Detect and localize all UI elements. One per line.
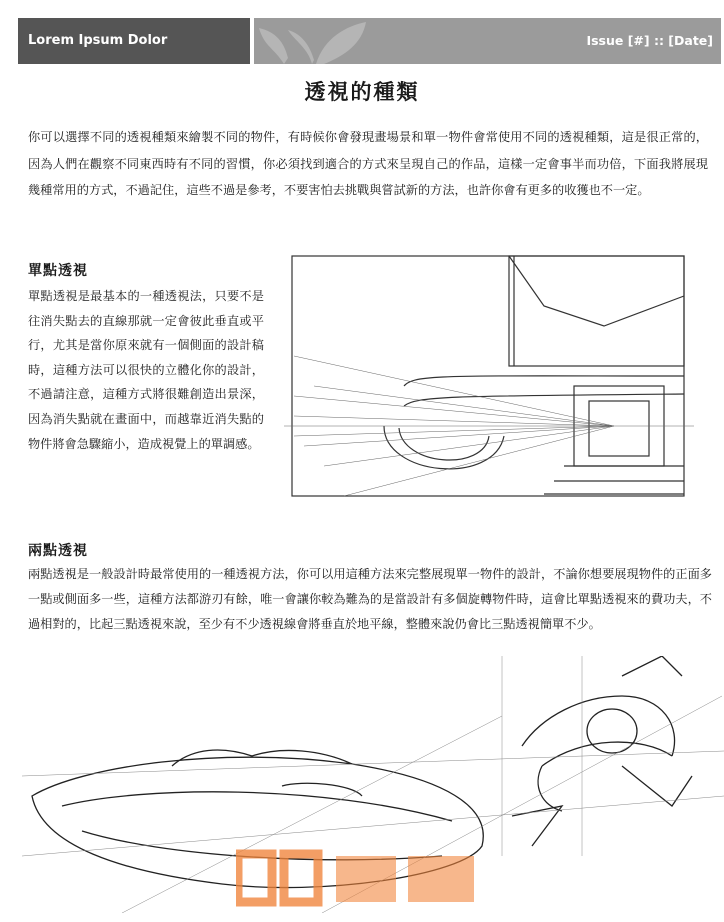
section-heading-one-point: 單點透視 — [28, 263, 88, 279]
watermark-logo — [236, 848, 486, 908]
section-body-two-point: 兩點透視是一般設計時最常使用的一種透視方法，你可以用這種方法來完整展現單一物件的設計，不論你想要展現物件的正面多一點或側面多一些，這種方法都游刃有餘，唯一會讓你較為難為的是當設計有多個旋轉物件時，這會比單點透視來的費功夫，不過相對的，比起三點透視來說，至少有不少透視線會將垂直於地平線，整體來說仍會比三點透視簡單不少。 — [28, 567, 712, 631]
one-point-perspective-sketch — [284, 236, 694, 504]
page-header — [18, 18, 721, 64]
issue-date-label: Issue [#] :: [Date] — [586, 33, 713, 48]
issue-bar — [254, 18, 721, 64]
page-title: 透視的種類 — [304, 79, 420, 104]
intro-paragraph: 你可以選擇不同的透視種類來繪製不同的物件，有時候你會發現畫場景和單一物件會常使用不同的透視種類，這是很正常的，因為人們在觀察不同東西時有不同的習慣，你必須找到適合的方式來呈現自己的作品，這樣一定會事半而功倍，下面我將展現幾種常用的方式，不過記住，這些不過是參考，不要害怕去挑戰與嘗試新的方法，也許你會有更多的收獲也不一定。 — [28, 130, 708, 198]
section-body-one-point: 單點透視是最基本的一種透視法，只要不是往消失點去的直線那就一定會彼此垂直或平行，尤其是當你原來就有一個側面的設計稿時，這種方法可以很快的立體化你的設計，不過請注意，這種方式將很難創造出景深，因為消失點就在畫面中，而越靠近消失點的物件將會急驟縮小，造成視覺上的單調感。 — [28, 289, 264, 451]
brand-label: Lorem Ipsum Dolor — [18, 18, 250, 64]
section-heading-two-point: 兩點透視 — [28, 543, 88, 559]
